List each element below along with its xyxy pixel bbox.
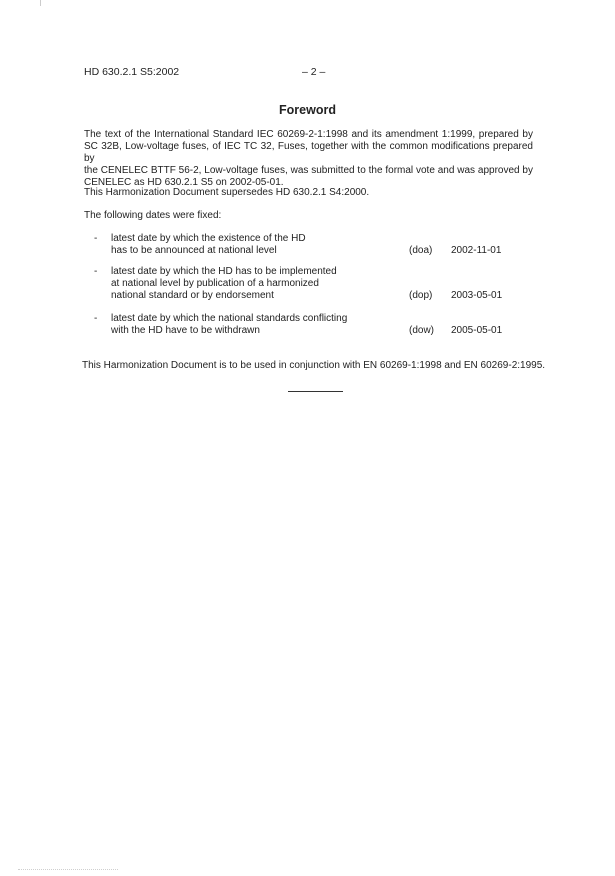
page-number: – 2 – [302,66,326,78]
date-value: 2005-05-01 [451,325,503,336]
list-dash: - [94,233,98,244]
scan-speck [40,0,41,6]
date-abbreviation: (dow) [409,325,435,336]
date-description [111,266,381,302]
date-description-line: has to be announced at national level [111,245,277,256]
intro-line: CENELEC as HD 630.2.1 S5 on 2002-05-01. [84,177,284,188]
scan-edge-marks [18,869,118,870]
intro-line: the CENELEC BTTF 56-2, Low-voltage fuses, was submitted to the formal vote and was approved by [84,165,533,176]
dates-intro-paragraph: The following dates were fixed: [84,210,222,221]
date-description-line: national standard or by endorsement [111,290,274,301]
intro-paragraph [84,129,533,189]
supersedes-paragraph: This Harmonization Document supersedes HD 630.2.1 S4:2000. [84,187,370,198]
date-abbreviation: (doa) [409,245,433,256]
list-dash: - [94,313,98,324]
date-description-line: latest date by which the HD has to be implemented [111,266,337,277]
date-description-line: latest date by which the national standards conflicting [111,313,348,324]
closing-paragraph: This Harmonization Document is to be used in conjunction with EN 60269-1:1998 and EN 60269-2:1995. [82,360,546,371]
date-description-line: latest date by which the existence of the HD [111,233,306,244]
date-description-line: at national level by publication of a harmonized [111,278,319,289]
date-value: 2003-05-01 [451,290,503,301]
date-description [111,233,381,257]
document-reference: HD 630.2.1 S5:2002 [84,66,180,78]
intro-line: The text of the International Standard IEC 60269-2-1:1998 and its amendment 1:1999, prepared by [84,129,533,140]
end-rule [288,391,343,392]
date-value: 2002-11-01 [451,245,502,256]
date-abbreviation: (dop) [409,290,433,301]
date-description-line: with the HD have to be withdrawn [111,325,260,336]
date-description [111,313,381,337]
intro-line: SC 32B, Low-voltage fuses, of IEC TC 32, Fuses, together with the common modifications prepared by [84,141,533,164]
list-dash: - [94,266,98,277]
section-title: Foreword [279,103,336,117]
